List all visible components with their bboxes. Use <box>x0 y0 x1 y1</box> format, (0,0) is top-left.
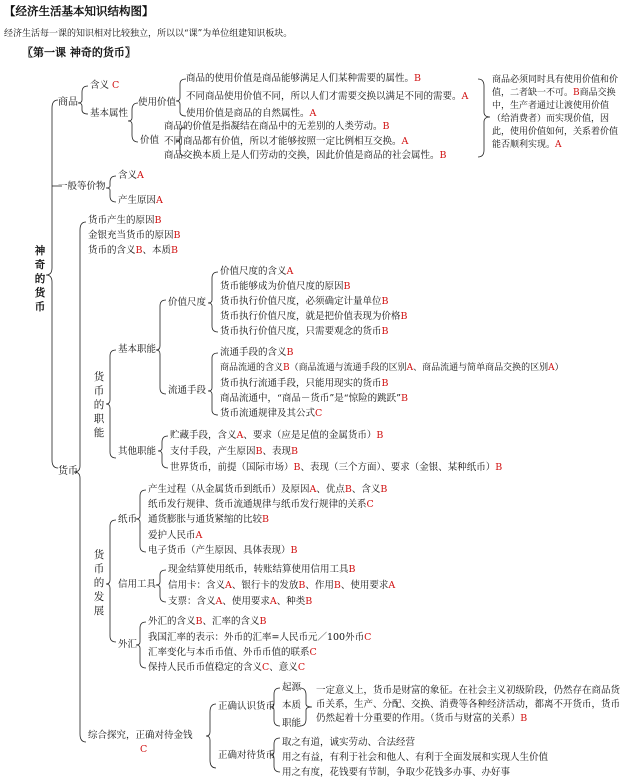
development-node: 货币的发展 <box>93 549 105 617</box>
circulation-point-3: 货币执行流通手段，只能用现实的货币B <box>220 378 389 389</box>
basic-functions-node: 基本职能 <box>118 344 157 355</box>
use-value-point-2: 不同商品使用价值不同，所以人们才需要交换以满足不同的需要。A <box>186 91 469 102</box>
measure-node: 价值尺度 <box>168 297 207 308</box>
measure-point-2: 货币能够成为价值尺度的原因B <box>220 281 351 292</box>
functions-node: 货币的职能 <box>93 371 105 439</box>
other-functions-node: 其他职能 <box>118 446 157 457</box>
function-label: 职能 <box>282 718 302 729</box>
lesson-title: 〖第一课 神奇的货币〗 <box>22 46 136 59</box>
credit-point-1: 现金结算使用纸币，转账结算使用信用工具B <box>168 564 356 575</box>
paper-point-4: 爱护人民币A <box>148 530 203 541</box>
other-function-2: 支付手段，产生原因B、表现B <box>170 446 298 457</box>
value-point-3: 商品交换本质上是人们劳动的交换，因此价值是商品的社会属性。B <box>164 150 447 161</box>
currency-node: 货币 <box>58 466 78 477</box>
measure-point-1: 价值尺度的含义A <box>220 266 294 277</box>
treat-node: 正确对待货币 <box>218 750 276 761</box>
circulation-point-1: 流通手段的含义B <box>220 347 294 358</box>
essence-label: 本质 <box>282 700 302 711</box>
currency-brace <box>74 222 86 742</box>
circulation-point-4: 商品流通中，“商品－货币”是“惊险的跳跃”B <box>220 393 408 404</box>
treat-point-3: 用之有度，花钱要有节制，争取少花钱多办事、办好事 <box>282 767 511 778</box>
forex-point-1: 外汇的含义B、汇率的含义B <box>148 616 267 627</box>
treat-point-2: 用之有益，有利于社会和他人、有利于全面发展和实现人生价值 <box>282 752 549 763</box>
measure-point-4: 货币执行价值尺度，就是把价值表现为价格B <box>220 311 408 322</box>
measure-point-3: 货币执行价值尺度，必须确定计量单位B <box>220 296 389 307</box>
equivalent-meaning: 含义A <box>118 170 144 181</box>
root-brace <box>46 100 58 468</box>
forex-node: 外汇 <box>118 639 138 650</box>
credit-point-3: 支票：含义A、使用要求A、种类B <box>168 596 313 607</box>
recognize-text: 一定意义上，货币是财富的象征。在社会主义初级阶段，仍然存在商品货币关系，生产、分配、交换、消费等各种经济活动，都离不开货币，货币仍然起着十分重要的作用。（货币与财富的关系）B <box>316 685 621 724</box>
paper-point-3: 通货膨胀与通货紧缩的比较B <box>148 514 269 525</box>
forex-point-4: 保持人民币币值稳定的含义C、意义C <box>148 662 306 673</box>
origin-label: 起源 <box>282 682 302 693</box>
root-node: 神奇的货币 <box>34 245 46 313</box>
currency-meaning: 货币的含义B、本质B <box>88 245 178 256</box>
circulation-node: 流通手段 <box>168 385 207 396</box>
equivalent-node: 一般等价物 <box>58 181 106 192</box>
basic-attributes-node: 基本属性 <box>90 108 129 119</box>
use-value-point-3: 使用价值是商品的自然属性。A <box>186 108 317 119</box>
credit-point-2: 信用卡：含义A、银行卡的发放B、作用B、使用要求A <box>168 580 396 591</box>
value-node: 价值 <box>140 135 160 146</box>
circulation-point-5: 货币流通规律及其公式C <box>220 408 323 419</box>
value-point-2: 不同商品都有价值，所以才能够按照一定比例相互交换。A <box>164 136 409 147</box>
forex-point-3: 汇率变化与本币币值、外币币值的联系C <box>148 647 317 658</box>
paper-point-5: 电子货币（产生原因、具体表现）B <box>148 545 298 556</box>
page-title: 【经济生活基本知识结构图】 <box>4 4 154 18</box>
currency-origin: 货币产生的原因B <box>88 215 162 226</box>
recognize-node: 正确认识货币 <box>218 701 276 712</box>
inquiry-tag: C <box>140 744 148 755</box>
paper-point-2: 纸币发行规律、货币流通规律与纸币发行规律的关系C <box>148 499 374 510</box>
equivalent-origin: 产生原因A <box>118 195 163 206</box>
other-function-3: 世界货币，前提（国际市场）B、表现（三个方面）、要求（金银、某种纸币）B <box>170 462 503 473</box>
inquiry-node: 综合探究，正确对待金钱 <box>88 730 193 741</box>
intro-text: 经济生活每一课的知识相对比较独立，所以以“课”为单位组建知识板块。 <box>4 29 293 39</box>
value-point-1: 商品的价值是指凝结在商品中的无差别的人类劳动。B <box>164 121 390 132</box>
other-function-1: 贮藏手段，含义A、要求（应是足值的金属货币）B <box>170 430 384 441</box>
attributes-side-note: 商品必须同时具有使用价值和价值，二者缺一不可。B商品交换中，生产者通过让渡使用价值（给消费者）而实现价值，因此，使用价值如何，关系着价值能否顺利实现。A <box>492 75 619 150</box>
commodity-node: 商品 <box>58 97 78 108</box>
commodity-brace <box>78 86 88 114</box>
commodity-meaning: 含义 C <box>90 80 120 91</box>
paper-money-node: 纸币 <box>118 514 138 525</box>
credit-tools-node: 信用工具 <box>118 579 157 590</box>
treat-point-1: 取之有道，诚实劳动、合法经营 <box>282 737 416 748</box>
paper-point-1: 产生过程（从金属货币到纸币）及原因A、优点B、含义B <box>148 484 388 495</box>
measure-point-5: 货币执行价值尺度，只需要观念的货币B <box>220 326 389 337</box>
use-value-node: 使用价值 <box>138 97 177 108</box>
circulation-point-2: 商品流通的含义B（商品流通与流通手段的区别A、商品流通与简单商品交换的区别A） <box>220 363 564 373</box>
use-value-point-1: 商品的使用价值是商品能够满足人们某种需要的属性。B <box>186 73 421 84</box>
gold-silver-reason: 金银充当货币的原因B <box>88 230 181 241</box>
forex-point-2: 我国汇率的表示：外币的汇率=人民币元／100外币C <box>148 632 372 643</box>
